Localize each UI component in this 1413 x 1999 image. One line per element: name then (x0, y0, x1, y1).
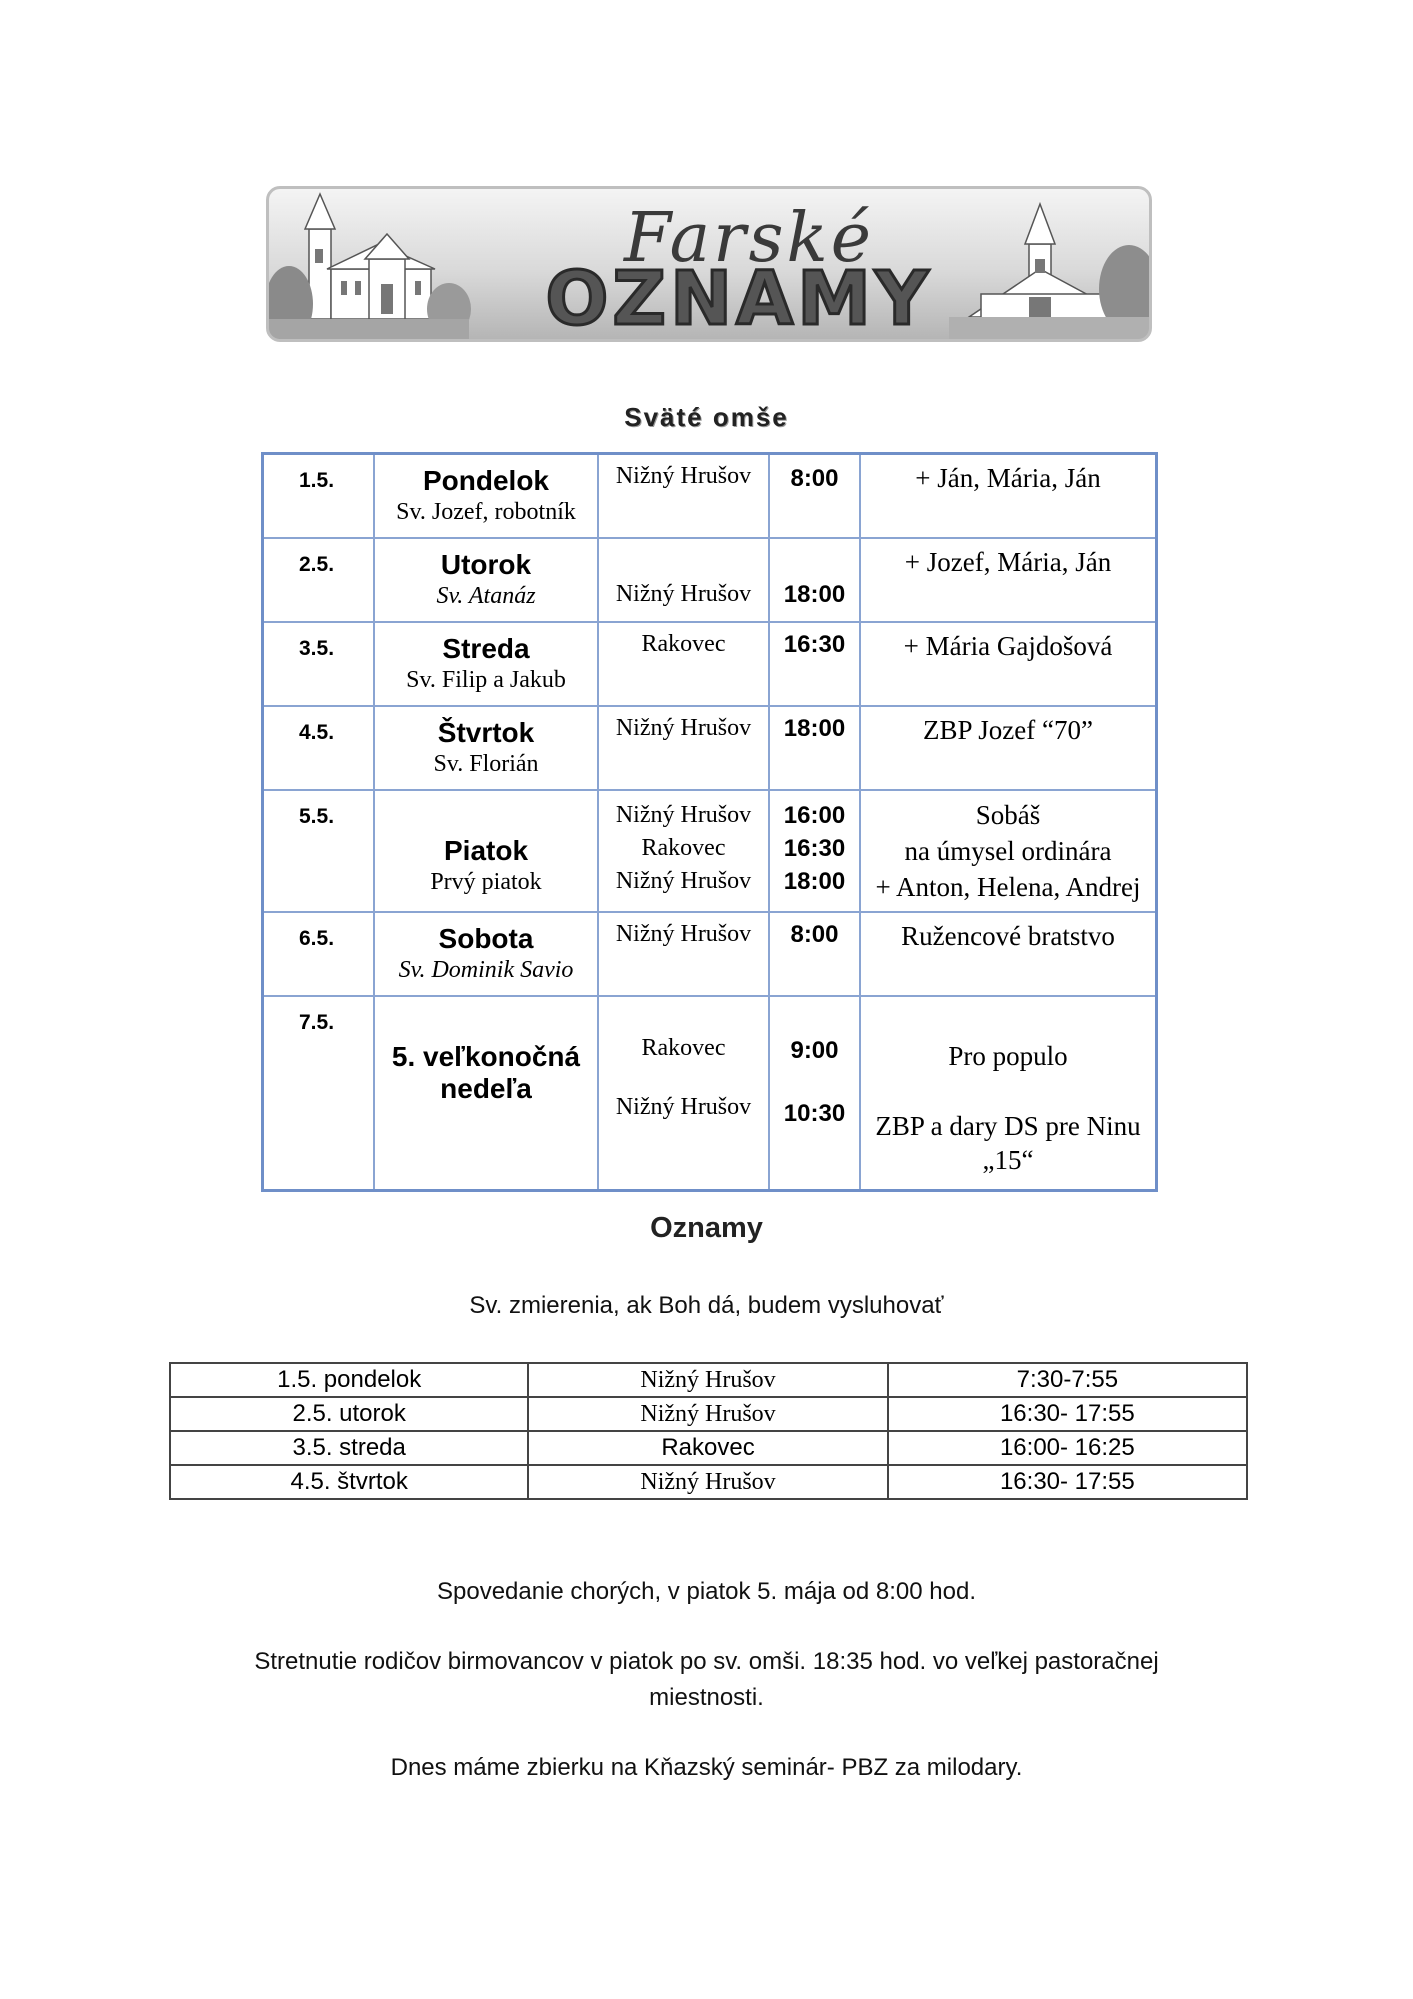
mass-row (264, 707, 1155, 791)
mass-row (264, 997, 1155, 1189)
mass-row (264, 623, 1155, 707)
mass-saint: Sv. Filip a Jakub (406, 667, 566, 693)
parents-meeting-note-line2: miestnosti. (649, 1684, 764, 1711)
mass-day: Utorok (440, 549, 532, 580)
mass-place: Nižný Hrušov (615, 463, 752, 489)
parents-meeting-note-line1: Stretnutie rodičov birmovancov v piatok po sv. omši. 18:35 hod. vo veľkej pastoračnej (254, 1648, 1159, 1675)
mass-time: 18:00 (783, 581, 846, 608)
mass-place: Nižný Hrušov (615, 1094, 752, 1120)
mass-place: Nižný Hrušov (615, 802, 752, 828)
confession-day: 4.5. štvrtok (170, 1465, 528, 1499)
mass-time: 16:30 (783, 631, 846, 658)
mass-place: Nižný Hrušov (615, 715, 752, 741)
table-row (170, 1465, 1247, 1499)
mass-day: nedeľa (440, 1073, 532, 1104)
mass-intention: Sobáš (975, 800, 1041, 830)
mass-time: 18:00 (783, 715, 846, 742)
confession-place: Nižný Hrušov (528, 1397, 887, 1431)
mass-day: Pondelok (422, 465, 549, 496)
mass-intention: Pro populo (948, 1041, 1068, 1071)
mass-saint: Sv. Florián (433, 751, 539, 777)
mass-time: 8:00 (790, 921, 839, 948)
mass-row (264, 913, 1155, 997)
mass-intention: ZBP Jozef “70” (923, 715, 1093, 745)
banner-title: OZNAMY (545, 256, 933, 342)
masses-heading: Sväté omše (624, 402, 789, 432)
mass-place: Rakovec (641, 631, 726, 657)
mass-saint: Sv. Jozef, robotník (396, 499, 576, 525)
mass-intention: „15“ (982, 1145, 1034, 1175)
confession-intro: Sv. zmierenia, ak Boh dá, budem vysluhovať (469, 1292, 944, 1319)
mass-schedule-table (261, 452, 1158, 1192)
mass-date: 4.5. (299, 721, 335, 744)
mass-date: 6.5. (299, 927, 335, 950)
mass-intention: + Mária Gajdošová (903, 631, 1113, 661)
confession-place: Nižný Hrušov (528, 1465, 887, 1499)
mass-row (264, 791, 1155, 913)
mass-day: 5. veľkonočná (391, 1041, 581, 1072)
mass-date: 1.5. (299, 469, 335, 492)
mass-intention: + Anton, Helena, Andrej (875, 872, 1141, 902)
mass-saint: Prvý piatok (430, 869, 542, 895)
table-row (170, 1397, 1247, 1431)
mass-date: 2.5. (299, 553, 335, 576)
confession-time: 7:30-7:55 (888, 1363, 1247, 1397)
mass-intention: + Jozef, Mária, Ján (904, 547, 1112, 577)
confession-time: 16:30- 17:55 (888, 1397, 1247, 1431)
mass-day: Sobota (438, 923, 534, 954)
mass-place: Nižný Hrušov (615, 921, 752, 947)
mass-place: Rakovec (641, 1035, 726, 1061)
mass-time: 8:00 (790, 465, 839, 492)
mass-saint: Sv. Dominik Savio (398, 957, 574, 983)
confession-time: 16:00- 16:25 (888, 1431, 1247, 1465)
banner-script-text: Farské (624, 199, 874, 278)
mass-date: 7.5. (299, 1011, 335, 1034)
announcements-heading: Oznamy (650, 1212, 763, 1244)
mass-place: Rakovec (641, 835, 726, 861)
mass-intention: Ružencové bratstvo (901, 921, 1115, 951)
header-banner (266, 186, 1152, 342)
mass-time: 16:30 (783, 835, 846, 862)
mass-intention: + Ján, Mária, Ján (915, 463, 1101, 493)
mass-row (264, 539, 1155, 623)
collection-note: Dnes máme zbierku na Kňazský seminár- PBZ za milodary. (390, 1754, 1023, 1781)
mass-saint: Sv. Atanáz (436, 583, 536, 609)
mass-row (264, 455, 1155, 539)
confession-place: Rakovec (528, 1431, 887, 1465)
mass-intention: ZBP a dary DS pre Ninu (875, 1111, 1141, 1141)
mass-time: 10:30 (783, 1100, 846, 1127)
table-row (170, 1431, 1247, 1465)
confession-time: 16:30- 17:55 (888, 1465, 1247, 1499)
confession-day: 2.5. utorok (170, 1397, 528, 1431)
mass-place: Nižný Hrušov (615, 868, 752, 894)
mass-date: 5.5. (299, 805, 335, 828)
mass-intention: na úmysel ordinára (904, 836, 1112, 866)
mass-time: 16:00 (783, 802, 846, 829)
mass-day: Štvrtok (437, 717, 535, 748)
mass-time: 9:00 (790, 1037, 839, 1064)
mass-time: 18:00 (783, 868, 846, 895)
mass-day: Piatok (443, 835, 529, 866)
confession-place: Nižný Hrušov (528, 1363, 887, 1397)
sick-confession-note: Spovedanie chorých, v piatok 5. mája od 8:00 hod. (436, 1578, 976, 1605)
confession-day: 1.5. pondelok (170, 1363, 528, 1397)
mass-place: Nižný Hrušov (615, 581, 752, 607)
confession-table (169, 1362, 1248, 1500)
table-row (170, 1363, 1247, 1397)
mass-date: 3.5. (299, 637, 335, 660)
mass-day: Streda (442, 633, 530, 664)
confession-day: 3.5. streda (170, 1431, 528, 1465)
